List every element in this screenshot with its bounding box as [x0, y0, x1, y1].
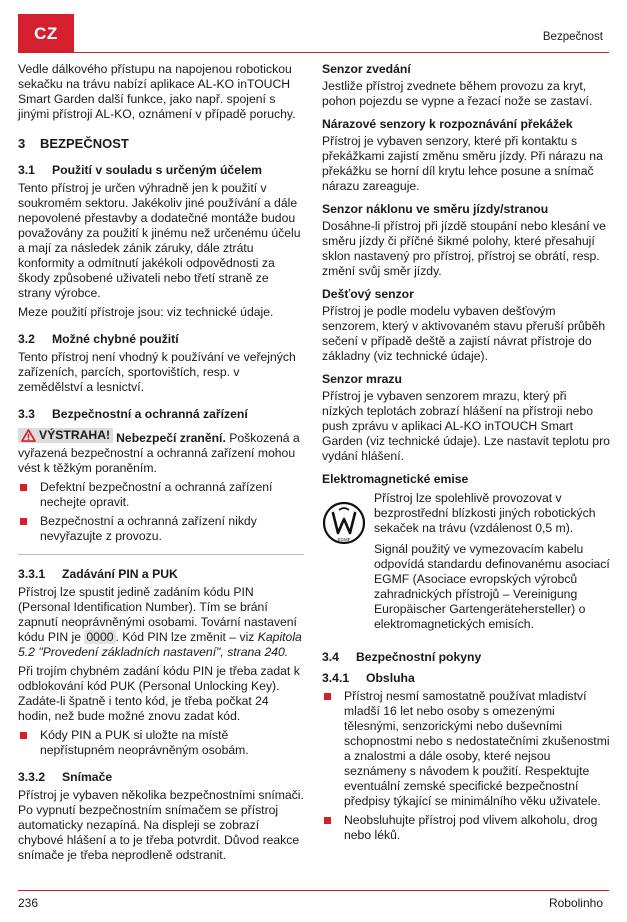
bullet-square-icon	[20, 484, 27, 491]
emc-block	[322, 491, 610, 638]
frost-sensor-text: Přístroj je vybaven senzorem mrazu, který při nízkých teplotách zobrazí hlášení na přístroji nebo push zprávu v aplikaci AL-KO inTOUCH Smart Garden (viz technické údaje). Lze nastavit teplotu pro vydání hlášení.	[322, 389, 610, 463]
bullet-square-icon	[324, 693, 331, 700]
list-item-text: Kódy PIN a PUK si uložte na místě nepřístupném neoprávněným osobám.	[40, 728, 249, 757]
intro-paragraph: Vedle dálkového přístupu na napojenou robotickou sekačku na trávu nabízí aplikace AL-KO inTOUCH Smart Garden další funkce, jako např. spojení s jinými přístroji AL-KO, oznámení v případě poruchy.	[18, 62, 296, 121]
bullet-square-icon	[20, 518, 27, 525]
tilt-sensor-heading: Senzor náklonu ve směru jízdy/stranou	[322, 202, 549, 216]
section-3-2-heading	[18, 332, 304, 347]
list-item-text: Přístroj nesmí samostatně používat mladiství mladší 16 let nebo osoby s omezenými tělesnými, senzorickými nebo duševními schopnostmi nebo s nedostatečními zkušenostmi a znalostmi a dále osoby, které nejsou seznámeny s návodem k použití. Respektujte eventuální zemské specifické bezpečnostní předpisy týkající se minimálního věku uživatele.	[344, 689, 610, 808]
bullet-square-icon	[324, 817, 331, 824]
intended-use-paragraph: Tento přístroj je určen výhradně jen k použití v soukromém sektoru. Jakékoliv jiné používání a dále nepovolené přestavby a dodatečné montáže budou považovány za použití k jinému než určenému účelu a mají za následek zánik záruky, dále ztrátu konformity a odmítnutí jakékoli odpovědnosti za škody způsobené uživateli nebo třetí straně ze strany výrobce.	[18, 181, 301, 300]
tilt-sensor-text: Dosáhne-li přístroj při jízdě stoupání nebo klesání ve směru jízdy či příčné šikmé polohy, které přesahují sklon nastavený pro přístroj, přístroj se obrátí, resp. změní svůj směr jízdy.	[322, 219, 606, 278]
list-item	[322, 813, 610, 843]
pin-bullet-list	[18, 728, 304, 758]
emc-text-block	[374, 491, 610, 638]
section-title: Obsluha	[366, 671, 415, 685]
pin-text-b: . Kód PIN lze změnit – viz	[115, 630, 258, 644]
emc-heading: Elektromagnetické emise	[322, 472, 469, 486]
emc-paragraph-2: Signál použitý ve vymezovacím kabelu odpovídá standardu definovanému asociací EGMF (Asociace evropských výrobců zahradnických přístrojů – Vereinigung Europäischer Gartengerätehersteller) o elektromagnetických emisích.	[374, 542, 610, 631]
section-3-4-1-heading	[322, 671, 610, 686]
pin-paragraph	[18, 585, 304, 660]
warning-bullet-list	[18, 480, 304, 544]
section-number: 3.3.1	[18, 567, 46, 581]
rain-sensor-text: Přístroj je podle modelu vybaven dešťovým senzorem, který v aktivovaném stavu přeruší průběh sečení v případě deště a zajistí návrat přístroje do základny (viz technické údaje).	[322, 304, 606, 363]
lift-sensor-heading: Senzor zvedání	[322, 62, 411, 76]
section-number: 3	[18, 136, 26, 151]
pin-code: 0000	[86, 630, 114, 644]
bullet-square-icon	[20, 732, 27, 739]
left-column	[18, 62, 304, 867]
section-number: 3.4	[322, 650, 339, 664]
list-item	[18, 480, 304, 510]
section-3-4-heading	[322, 650, 610, 665]
sensors-paragraph: Přístroj je vybaven několika bezpečnostními snímači. Po vypnutí bezpečnostním snímačem se přístroj automaticky nezapíná. Na displeji se zobrazí chybové hlášení a to je třeba potvrdit. Důvod reakce snímače je třeba neprodleně odstranit.	[18, 788, 304, 862]
warning-label	[18, 428, 113, 443]
section-3-3-2-heading	[18, 770, 304, 785]
warning-title: Nebezpečí zranění.	[116, 431, 226, 445]
footer-divider	[18, 890, 609, 891]
misuse-paragraph: Tento přístroj není vhodný k používání ve veřejných zařízeních, parcích, sportovištích, resp. v zemědělství a lesnictví.	[18, 350, 296, 394]
section-title: Bezpečnostní a ochranná zařízení	[52, 407, 248, 421]
usage-limits-paragraph: Meze použití přístroje jsou: viz technické údaje.	[18, 305, 274, 319]
section-3-heading	[18, 136, 304, 151]
list-item	[18, 514, 304, 544]
section-number: 3.4.1	[322, 671, 350, 685]
list-item-text: Bezpečnostní a ochranná zařízení nikdy nevyřazujte z provozu.	[40, 514, 257, 543]
warning-triangle-icon	[21, 429, 36, 442]
running-header-section: Bezpečnost	[542, 31, 603, 43]
frost-sensor-heading: Senzor mrazu	[322, 372, 402, 386]
list-item-text: Neobsluhujte přístroj pod vlivem alkoholu, drog nebo léků.	[344, 813, 598, 842]
header-divider	[18, 52, 609, 53]
language-tab	[18, 14, 74, 52]
section-3-3-heading	[18, 407, 304, 422]
section-title: Bezpečnostní pokyny	[356, 650, 482, 664]
operation-bullet-list	[322, 689, 610, 843]
emc-paragraph-1: Přístroj lze spolehlivě provozovat v bezprostřední blízkosti jiných robotických sekaček na trávu (vzdálenost 0,5 m).	[374, 491, 596, 535]
rain-sensor-heading: Dešťový senzor	[322, 287, 414, 301]
product-name: Robolinho	[548, 896, 603, 910]
section-number: 3.2	[18, 332, 35, 346]
list-item	[18, 728, 304, 758]
chapter-reference-link[interactable]: Kapitola 5.2 "Provedení základních nastavení", strana 240.	[18, 630, 302, 659]
bump-sensor-text: Přístroj je vybaven senzory, které při kontaktu s překážkami zajistí změnu směru jízdy. Při nárazu na překážku se horní díl krytu lehce posune a snímač nárazu zareaguje.	[322, 134, 603, 193]
section-title: Zadávání PIN a PUK	[62, 567, 178, 581]
bump-sensor-heading: Nárazové senzory k rozpoznávání překážek	[322, 117, 573, 131]
warning-text: Poškozená a vyřazená bezpečnostní a ochranná zařízení mohou vést k těžkým poraněním.	[18, 431, 300, 475]
page-number: 236	[18, 896, 39, 910]
warning-label-text: VÝSTRAHA!	[39, 428, 111, 442]
egmf-logo-icon	[322, 501, 366, 545]
list-item	[322, 689, 610, 809]
language-code: CZ	[34, 23, 58, 43]
section-title: Snímače	[62, 770, 113, 784]
list-item-text: Defektní bezpečnostní a ochranná zařízení nechejte opravit.	[40, 480, 273, 509]
warning-paragraph	[18, 428, 304, 476]
pin-text-a: Přístroj lze spustit jedině zadáním kódu PIN (Personal Identification Number). Tím se brání zapnutí neoprávněnými osobami. Tovární nastavení kódu PIN je	[18, 585, 297, 644]
warning-block	[18, 428, 304, 555]
section-title: Použití v souladu s určeným účelem	[52, 163, 262, 177]
puk-paragraph: Při trojím chybném zadání kódu PIN je třeba zadat k odblokování kód PUK (Personal Unlocking Key). Zadáte-li špatně i tento kód, je třeba počkat 24 hodin, než bude možné znovu zadat kód.	[18, 664, 300, 723]
section-title: BEZPEČNOST	[40, 136, 129, 151]
section-number: 3.3.2	[18, 770, 46, 784]
lift-sensor-text: Jestliže přístroj zvednete během provozu za kryt, pohon pojezdu se vypne a řezací nože se zastaví.	[322, 79, 593, 108]
section-3-1-heading	[18, 163, 304, 178]
section-title: Možné chybné použití	[52, 332, 179, 346]
section-3-3-1-heading	[18, 567, 304, 582]
egmf-logo-text: EGMF	[337, 537, 351, 542]
right-column	[322, 62, 610, 847]
section-number: 3.1	[18, 163, 35, 177]
section-number: 3.3	[18, 407, 35, 421]
